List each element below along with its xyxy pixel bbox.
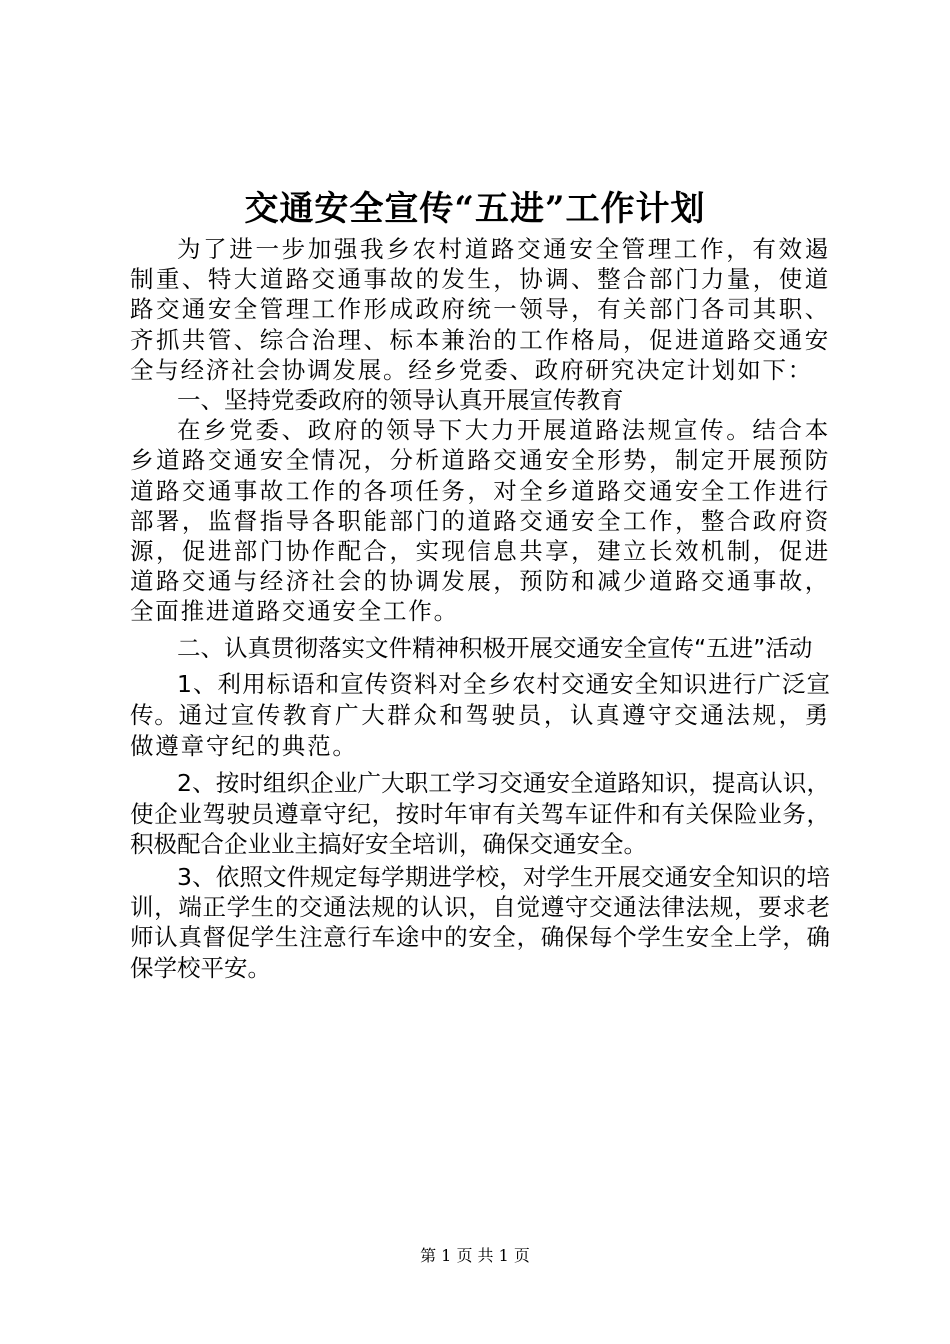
item-1-lead: 1、利用标语和宣传资料对全乡农村交通安全知识进行广泛宣传。 [130, 669, 830, 730]
document-body [130, 234, 830, 983]
section-1-paragraph: 在乡党委、政府的领导下大力开展道路法规宣传。结合本乡道路交通安全情况，分析道路交通安全形势，制定开展预防道路交通事故工作的各项任务，对全乡道路交通安全工作进行部署，监督指导各职能部门的道路交通安全工作，整合政府资源，促进部门协作配合，实现信息共享，建立长效机制，促进道路交通与经济社会的协调发展，预防和减少道路交通事故，全面推进道路交通安全工作。 [130, 416, 830, 626]
item-1-rest: 通过宣传教育广大群众和驾驶员，认真遵守交通法规，勇做遵章守纪的典范。 [130, 701, 831, 761]
intro-paragraph: 为了进一步加强我乡农村道路交通安全管理工作，有效遏制重、特大道路交通事故的发生，协调、整合部门力量，使道路交通安全管理工作形成政府统一领导，有关部门各司其职、齐抓共管、综合治理、标本兼治的工作格局，促进道路交通安全与经济社会协调发展。经乡党委、政府研究决定计划如下： [130, 235, 830, 384]
page-footer: 第 1 页 共 1 页 [420, 1246, 530, 1265]
section-2-heading: 二、认真贯彻落实文件精神积极开展交通安全宣传“五进”活动 [177, 633, 813, 662]
section-2-item-3: 3、依照文件规定每学期进学校，对学生开展交通安全知识的培训，端正学生的交通法规的认识，自觉遵守交通法律法规，要求老师认真督促学生注意行车途中的安全，确保每个学生安全上学，确保学校平安。 [130, 863, 830, 982]
section-2-item-1 [130, 669, 830, 763]
section-2-item-2: 2、按时组织企业广大职工学习交通安全道路知识，提高认识，使企业驾驶员遵章守纪，按时年审有关驾车证件和有关保险业务，积极配合企业业主搞好安全培训，确保交通安全。 [130, 769, 830, 858]
section-1-heading: 一、坚持党委政府的领导认真开展宣传教育 [177, 386, 624, 415]
document-title: 交通安全宣传“五进”工作计划 [244, 189, 706, 229]
